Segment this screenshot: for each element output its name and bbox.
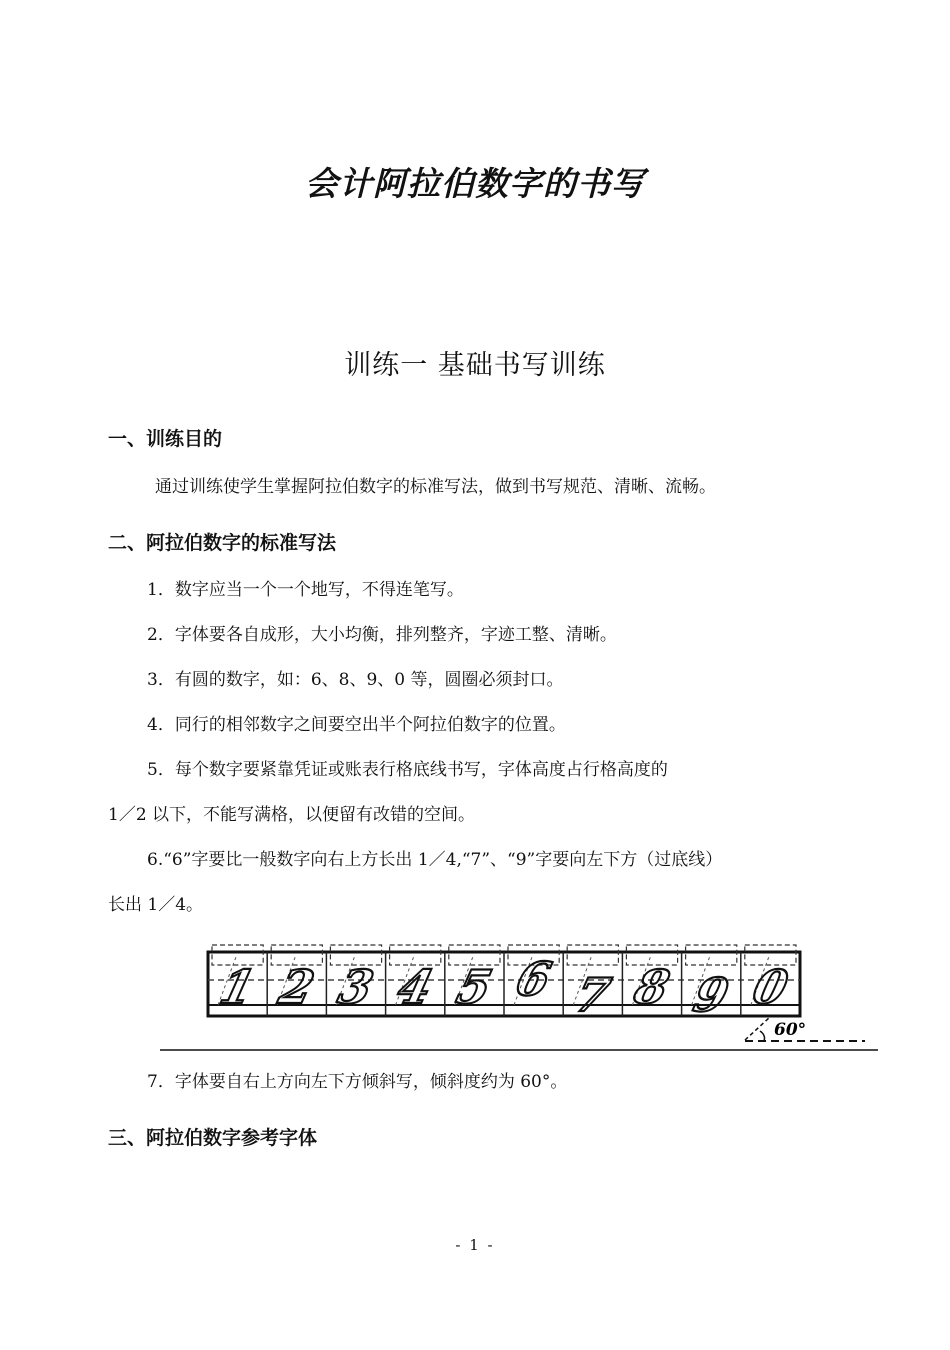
rule-6-line-2: 长出 1／4。: [108, 895, 204, 915]
digit-sample-8: 8: [629, 960, 675, 1015]
digit-sample-3: 3: [333, 960, 379, 1015]
digit-writing-figure: [150, 935, 880, 1060]
digit-sample-7: 7: [569, 968, 616, 1023]
lesson-subtitle: 训练一 基础书写训练: [344, 350, 606, 381]
section-heading-purpose: 一、训练目的: [108, 428, 223, 450]
digit-sample-6: 6: [510, 952, 557, 1007]
angle-label: 60°: [774, 1020, 807, 1040]
section-heading-reference: 三、阿拉伯数字参考字体: [108, 1127, 318, 1149]
angle-slant-line: [745, 1017, 770, 1040]
rule-6-line-1: 6.“6”字要比一般数字向右上方长出 1／4,“7”、“9”字要向左下方（过底线）: [147, 850, 723, 870]
rule-5-line-1: 5．每个数字要紧靠凭证或账表行格底线书写，字体高度占行格高度的: [147, 760, 668, 780]
page-number: - 1 -: [455, 1236, 495, 1254]
grid-cell-guide: [686, 945, 737, 965]
rule-7: 7．字体要自右上方向左下方倾斜写，倾斜度约为 60°。: [147, 1072, 568, 1092]
section-heading-standard: 二、阿拉伯数字的标准写法: [108, 532, 337, 554]
document-title: 会计阿拉伯数字的书写: [305, 164, 645, 203]
digit-sample-2: 2: [273, 960, 320, 1015]
angle-arc: [760, 1031, 765, 1041]
digit-sample-9: 9: [688, 968, 734, 1023]
rule-3: 3．有圆的数字，如：6、8、9、0 等，圆圈必须封口。: [147, 670, 564, 690]
digit-sample-5: 5: [451, 960, 498, 1015]
digit-sample-4: 4: [392, 960, 438, 1015]
rule-4: 4．同行的相邻数字之间要空出半个阿拉伯数字的位置。: [147, 715, 566, 735]
rule-1: 1．数字应当一个一个地写，不得连笔写。: [147, 580, 464, 600]
rule-2: 2．字体要各自成形，大小均衡，排列整齐，字迹工整、清晰。: [147, 625, 617, 645]
digit-sample-1: 1: [214, 960, 261, 1015]
grid-cell-guide: [567, 945, 618, 965]
digit-sample-0: 0: [747, 960, 794, 1015]
rule-5-line-2: 1／2 以下，不能写满格，以便留有改错的空间。: [108, 805, 476, 825]
purpose-paragraph: 通过训练使学生掌握阿拉伯数字的标准写法，做到书写规范、清晰、流畅。: [155, 477, 716, 497]
